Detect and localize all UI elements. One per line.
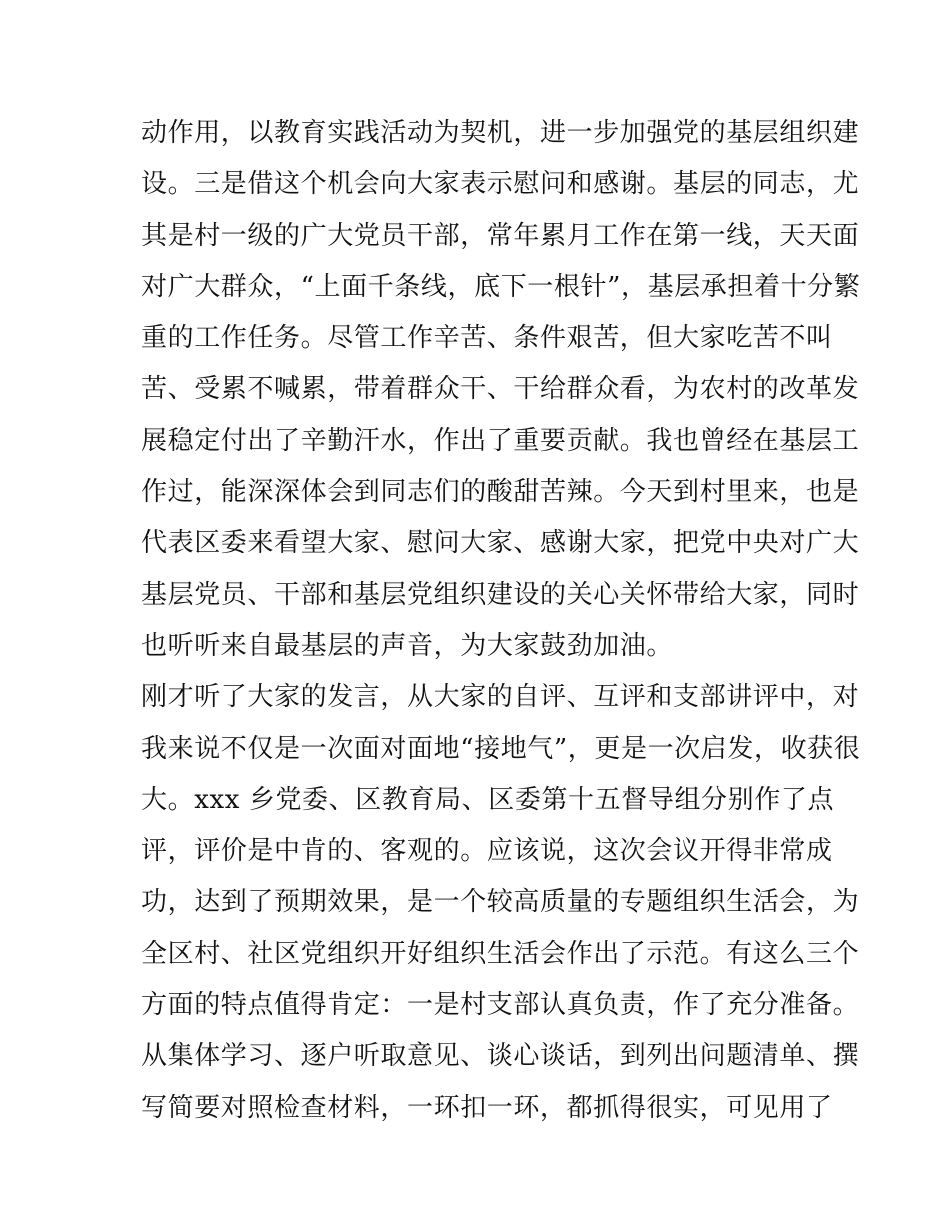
text-line: 写简要对照检查材料，一环扣一环，都抓得很实，可见用了 bbox=[141, 1092, 833, 1123]
text-line: 苦、受累不喊累，带着群众干、干给群众看，为农村的改革发 bbox=[141, 374, 860, 405]
text-line: 我来说不仅是一次面对面地“接地气”，更是一次启发，收获很 bbox=[141, 733, 861, 764]
text-line: 动作用，以教育实践活动为契机，进一步加强党的基层组织建 bbox=[141, 118, 860, 148]
text-line: 基层党员、干部和基层党组织建设的关心关怀带给大家，同时 bbox=[141, 579, 860, 610]
text-line: 展稳定付出了辛勤汗水，作出了重要贡献。我也曾经在基层工 bbox=[141, 425, 860, 456]
text-line: 对广大群众，“上面千条线，底下一根针”，基层承担着十分繁 bbox=[141, 271, 861, 302]
text-line: 代表区委来看望大家、慰问大家、感谢大家，把党中央对广大 bbox=[141, 528, 860, 559]
text-line: 大。xxx 乡党委、区教育局、区委第十五督导组分别作了点 bbox=[141, 784, 835, 815]
text-line: 从集体学习、逐户听取意见、谈心谈话，到列出问题清单、撰 bbox=[141, 1041, 860, 1072]
text-line: 重的工作任务。尽管工作辛苦、条件艰苦，但大家吃苦不叫 bbox=[141, 323, 833, 354]
text-line: 作过，能深深体会到同志们的酸甜苦辣。今天到村里来，也是 bbox=[141, 477, 860, 508]
text-line: 设。三是借这个机会向大家表示慰问和感谢。基层的同志，尤 bbox=[141, 169, 860, 200]
text-line: 刚才听了大家的发言，从大家的自评、互评和支部讲评中，对 bbox=[141, 682, 860, 713]
text-line: 也听听来自最基层的声音，为大家鼓劲加油。 bbox=[141, 630, 674, 661]
text-line: 方面的特点值得肯定：一是村支部认真负责，作了充分准备。 bbox=[141, 990, 860, 1021]
text-line: 功，达到了预期效果，是一个较高质量的专题组织生活会，为 bbox=[141, 887, 860, 918]
text-line: 全区村、社区党组织开好组织生活会作出了示范。有这么三个 bbox=[141, 938, 860, 969]
document-body bbox=[141, 108, 861, 1134]
text-line: 其是村一级的广大党员干部，常年累月工作在第一线，天天面 bbox=[141, 220, 860, 251]
text-line: 评，评价是中肯的、客观的。应该说，这次会议开得非常成 bbox=[141, 836, 833, 867]
